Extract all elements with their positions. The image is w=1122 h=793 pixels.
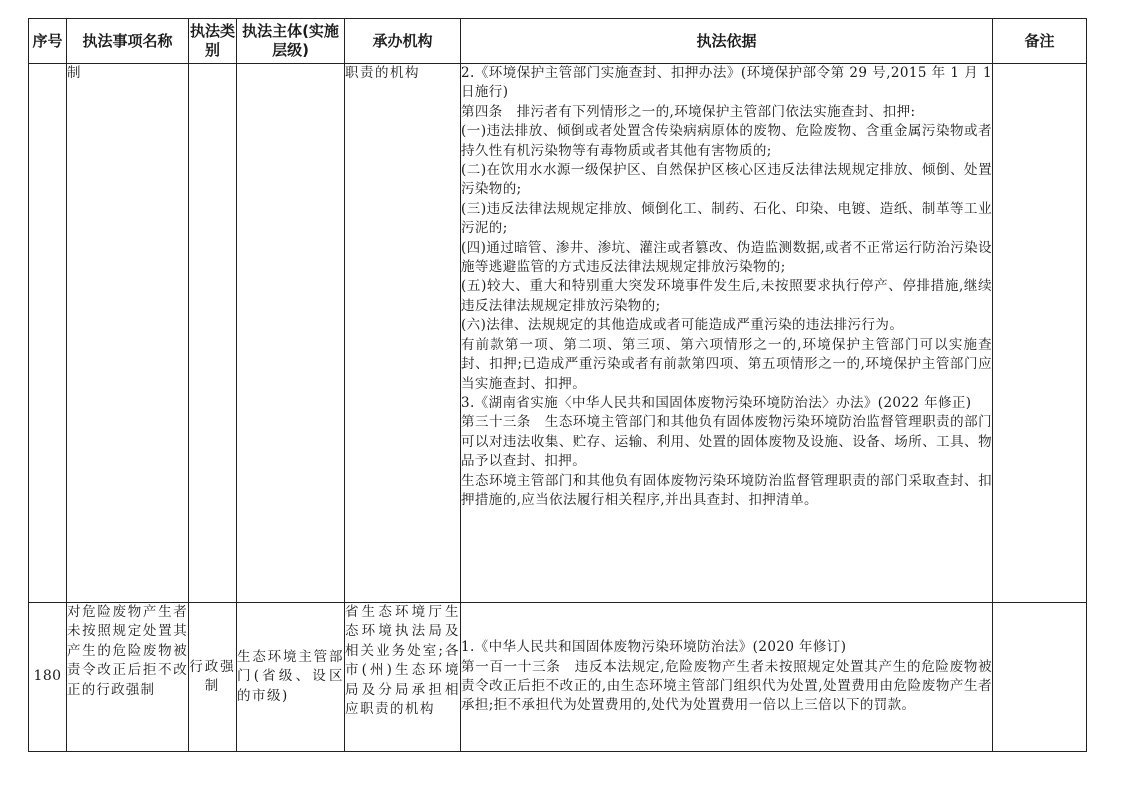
basis-paragraph: (五)较大、重大和特别重大突发环境事件发生后,未按照要求执行停产、停排措施,继续违反法律法规规定排放污染物的; bbox=[461, 278, 992, 314]
header-subject: 执法主体(实施层级) bbox=[237, 19, 345, 64]
row1-org: 职责的机构 bbox=[345, 64, 461, 603]
basis-paragraph: 第四条 排污者有下列情形之一的,环境保护主管部门依法实施查封、扣押: bbox=[461, 103, 916, 120]
basis-paragraph: 第三十三条 生态环境主管部门和其他负有固体废物污染环境防治监督管理职责的部门可以对违法收集、贮存、运输、利用、处置的固体废物及设施、设备、场所、工具、物品予以查封、扣押。 bbox=[461, 414, 992, 470]
header-category: 执法类别 bbox=[189, 19, 237, 64]
header-remark: 备注 bbox=[993, 19, 1087, 64]
basis-paragraph: 3.《湖南省实施〈中华人民共和国固体废物污染环境防治法〉办法》(2022 年修正) bbox=[461, 394, 972, 411]
row2-org: 省生态环境厅生态环境执法局及相关业务处室;各市(州)生态环境局及分局承担相应职责的机构 bbox=[345, 603, 461, 752]
header-name: 执法事项名称 bbox=[67, 19, 189, 64]
table-row bbox=[29, 603, 1087, 752]
enforcement-table bbox=[28, 18, 1087, 752]
row2-remark bbox=[993, 603, 1087, 752]
row1-subject bbox=[237, 64, 345, 603]
row1-category bbox=[189, 64, 237, 603]
basis-paragraph: 2.《环境保护主管部门实施查封、扣押办法》(环境保护部令第 29 号,2015 年 1 月 1 日施行) bbox=[461, 65, 992, 101]
basis-paragraph: (三)违反法律法规规定排放、倾倒化工、制药、石化、印染、电镀、造纸、制革等工业污泥的; bbox=[461, 200, 992, 237]
header-org: 承办机构 bbox=[345, 19, 461, 64]
row1-seq bbox=[29, 64, 67, 603]
row2-category: 行政强制 bbox=[189, 603, 237, 752]
basis-paragraph: 生态环境主管部门和其他负有固体废物污染环境防治监督管理职责的部门采取查封、扣押措施的,应当依法履行相关程序,并出具查封、扣押清单。 bbox=[461, 472, 992, 508]
row2-seq: 180 bbox=[29, 603, 67, 752]
header-row bbox=[29, 19, 1087, 64]
basis-paragraph: 第一百一十三条 违反本法规定,危险废物产生者未按照规定处置其产生的危险废物被责令改正后拒不改正的,由生态环境主管部门组织代为处置,处置费用由危险废物产生者承担;拒不承担代为处置费用的,处代为处置费用一倍以上三倍以下的罚款。 bbox=[461, 658, 992, 714]
row2-subject: 生态环境主管部门(省级、设区的市级) bbox=[237, 603, 345, 752]
basis-paragraph: (四)通过暗管、渗井、渗坑、灌注或者篡改、伪造监测数据,或者不正常运行防治污染设施等逃避监管的方式违反法律法规规定排放污染物的; bbox=[461, 239, 992, 276]
basis-paragraph: 有前款第一项、第二项、第三项、第六项情形之一的,环境保护主管部门可以实施查封、扣押;已造成严重污染或者有前款第四项、第五项情形之一的,环境保护主管部门应当实施查封、扣押。 bbox=[461, 336, 992, 392]
header-basis: 执法依据 bbox=[461, 19, 993, 64]
row2-basis bbox=[461, 603, 993, 752]
basis-paragraph: (二)在饮用水水源一级保护区、自然保护区核心区违反法律法规规定排放、倾倒、处置污染物的; bbox=[461, 162, 992, 198]
row1-remark bbox=[993, 64, 1087, 603]
row1-basis bbox=[461, 64, 993, 603]
row1-name: 制 bbox=[67, 64, 189, 603]
table-row bbox=[29, 64, 1087, 603]
basis-paragraph: 1.《中华人民共和国固体废物污染环境防治法》(2020 年修订) bbox=[461, 639, 847, 656]
row2-name: 对危险废物产生者未按照规定处置其产生的危险废物被责令改正后拒不改正的行政强制 bbox=[67, 603, 189, 752]
basis-paragraph: (六)法律、法规规定的其他造成或者可能造成严重污染的违法排污行为。 bbox=[461, 317, 904, 334]
basis-paragraph: (一)违法排放、倾倒或者处置含传染病病原体的废物、危险废物、含重金属污染物或者持久性有机污染物等有毒物质或者其他有害物质的; bbox=[461, 123, 992, 159]
header-seq: 序号 bbox=[29, 19, 67, 64]
